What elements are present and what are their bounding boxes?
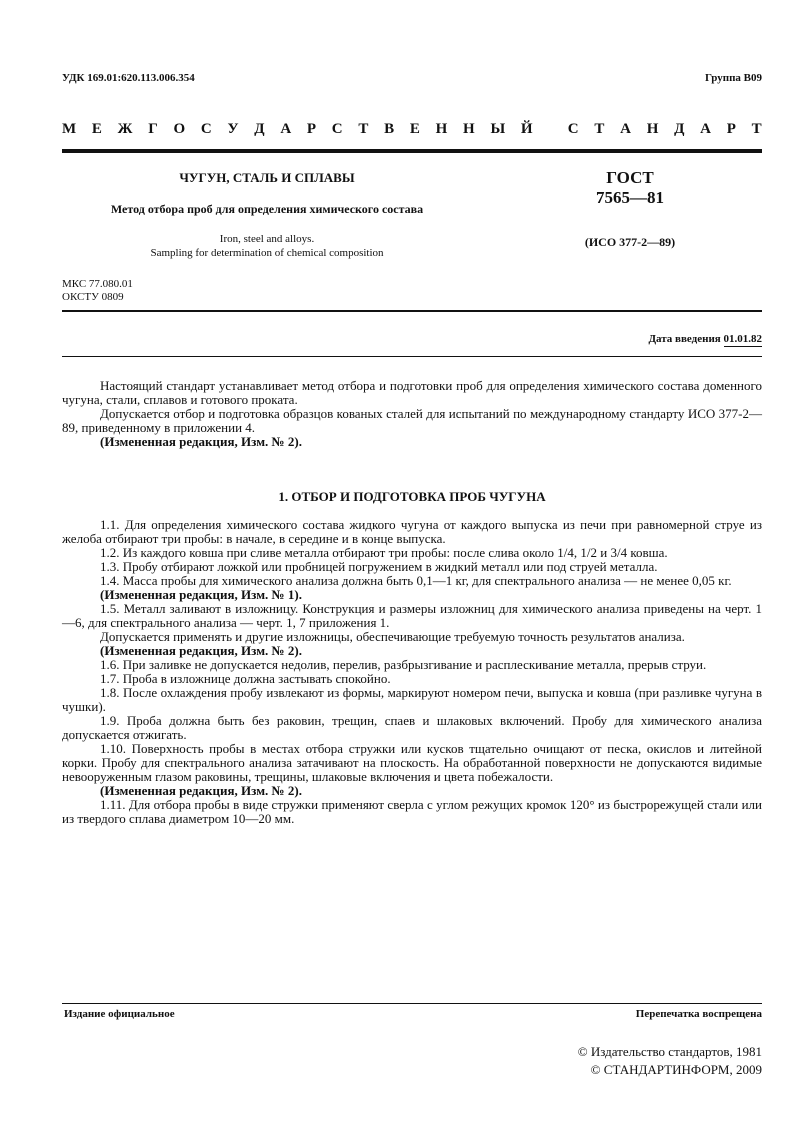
edit-note-2: (Измененная редакция, Изм. № 2). <box>100 643 302 658</box>
clause-1-2: 1.2. Из каждого ковша при сливе металла отбирают три пробы: после слива около 1/4, 1/2 и 3/4 ковша. <box>100 545 668 560</box>
banner-letter: А <box>620 121 631 137</box>
effective-date <box>648 333 762 345</box>
banner-letter: Е <box>409 121 420 137</box>
udk-code: УДК 169.01:620.113.006.354 <box>62 72 195 84</box>
group-code: Группа В09 <box>704 72 762 84</box>
okstu-code: ОКСТУ 0809 <box>62 291 124 303</box>
banner-letter: Д <box>254 121 265 137</box>
clause-1-10: 1.10. Поверхность пробы в местах отбора стружки или кусков тщательно очищают от песка, окислов и литейной корки. Пробу для спектрального анализа затачивают на плоскость. На обработанной поверхности не допускаются видимые невооруженным глазом раковины, трещины, шлаковые включения и цвета побежалости. <box>62 741 762 784</box>
banner-letter: С <box>331 121 343 137</box>
banner-letter: В <box>384 121 395 137</box>
effective-date-value: 01.01.82 <box>723 333 762 345</box>
header-rule <box>62 149 762 153</box>
gost-label: ГОСТ <box>606 168 654 187</box>
codes-rule <box>62 310 762 312</box>
banner-letter: С <box>567 121 579 137</box>
clause-1-1: 1.1. Для определения химического состава жидкого чугуна от каждого выпуска из печи при равномерной струе из желоба отбирают три пробы: в начале, в середине и в конце выпуска. <box>62 517 762 546</box>
gost-number <box>540 168 720 208</box>
clause-1-4: 1.4. Масса пробы для химического анализа должна быть 0,1—1 кг, для спектрального анализа — не менее 0,05 кг. <box>100 573 732 588</box>
banner-letter: Й <box>520 121 533 137</box>
banner-letter: Н <box>646 121 659 137</box>
banner-letter: А <box>280 121 292 137</box>
banner-letter: Ы <box>490 121 506 137</box>
clause-1-3: 1.3. Пробу отбирают ложкой или пробницей погружением в жидкий металл или под струей металла. <box>100 559 658 574</box>
banner-letter: Р <box>306 121 317 137</box>
intro-paragraph-1: Настоящий стандарт устанавливает метод отбора и подготовки проб для определения химического состава доменного чугуна, стали, сплавов и готового проката. <box>62 378 762 407</box>
banner-letter: О <box>173 121 186 137</box>
english-title <box>62 232 472 260</box>
gost-code: 7565—81 <box>596 188 664 207</box>
banner-letter: С <box>200 121 212 137</box>
edit-note-1: (Измененная редакция, Изм. № 1). <box>100 587 302 602</box>
english-title-line-1: Iron, steel and alloys. <box>219 233 315 245</box>
english-title-line-2: Sampling for determination of chemical composition <box>150 247 384 259</box>
clause-1-6: 1.6. При заливке не допускается недолив, перелив, разбрызгивание и расплескивание металла, прерыв струи. <box>100 657 707 672</box>
standard-banner <box>62 121 762 138</box>
official-edition-label: Издание официальное <box>64 1008 175 1020</box>
mks-code: МКС 77.080.01 <box>62 278 133 290</box>
reprint-prohibited-label: Перепечатка воспрещена <box>635 1008 762 1020</box>
banner-letter: Ж <box>117 121 133 137</box>
banner-letter: Д <box>674 121 685 137</box>
date-rule <box>62 356 762 357</box>
banner-letter: Н <box>463 121 475 137</box>
banner-letter <box>548 121 552 138</box>
intro-edit-note: (Измененная редакция, Изм. № 2). <box>100 434 302 449</box>
clause-1-5-note: Допускается применять и другие изложницы, обеспечивающие требуемую точность результатов анализа. <box>100 629 685 644</box>
banner-letter: Т <box>358 121 369 137</box>
iso-reference: (ИСО 377-2—89) <box>584 235 676 249</box>
document-title: ЧУГУН, СТАЛЬ И СПЛАВЫ <box>179 170 355 185</box>
banner-letter: Т <box>751 121 762 137</box>
clause-1-7: 1.7. Проба в изложнице должна застывать спокойно. <box>100 671 391 686</box>
copyright-line-1: © Издательство стандартов, 1981 <box>577 1044 762 1059</box>
banner-letter: Н <box>435 121 448 137</box>
copyright-block <box>578 1043 762 1079</box>
section-title: 1. ОТБОР И ПОДГОТОВКА ПРОБ ЧУГУНА <box>278 489 546 504</box>
clause-1-5: 1.5. Металл заливают в изложницу. Конструкция и размеры изложниц для химического анализа приведены на черт. 1—6, для спектрального анализа — черт. 1, 7 приложения 1. <box>62 601 762 630</box>
effective-date-label: Дата введения <box>648 333 724 345</box>
banner-letter: Е <box>91 121 102 137</box>
section-body <box>62 518 762 826</box>
banner-letter: Р <box>726 121 736 137</box>
intro-block <box>62 379 762 449</box>
banner-letter: У <box>227 121 239 137</box>
banner-letter: Т <box>594 121 605 137</box>
footer-rule <box>62 1003 762 1004</box>
copyright-line-2: © СТАНДАРТИНФОРМ, 2009 <box>590 1062 762 1077</box>
document-subtitle: Метод отбора проб для определения химического состава <box>110 202 424 216</box>
banner-letter: Г <box>148 121 158 137</box>
banner-letter: М <box>62 121 77 137</box>
clause-1-9: 1.9. Проба должна быть без раковин, трещин, спаев и шлаковых включений. Пробу для химического анализа допускается отжигать. <box>62 713 762 742</box>
classification-codes <box>62 278 133 304</box>
edit-note-3: (Измененная редакция, Изм. № 2). <box>100 783 302 798</box>
banner-letter: А <box>700 121 712 137</box>
clause-1-8: 1.8. После охлаждения пробу извлекают из формы, маркируют номером печи, выпуска и ковша (при разливке чугуна в чушки). <box>62 685 762 714</box>
clause-1-11: 1.11. Для отбора пробы в виде стружки применяют сверла с углом режущих кромок 120° из быстрорежущей стали или из твердого сплава диаметром 10—20 мм. <box>62 797 762 826</box>
intro-paragraph-2: Допускается отбор и подготовка образцов кованых сталей для испытаний по международному стандарту ИСО 377-2—89, приведенному в приложении 4. <box>62 406 762 435</box>
